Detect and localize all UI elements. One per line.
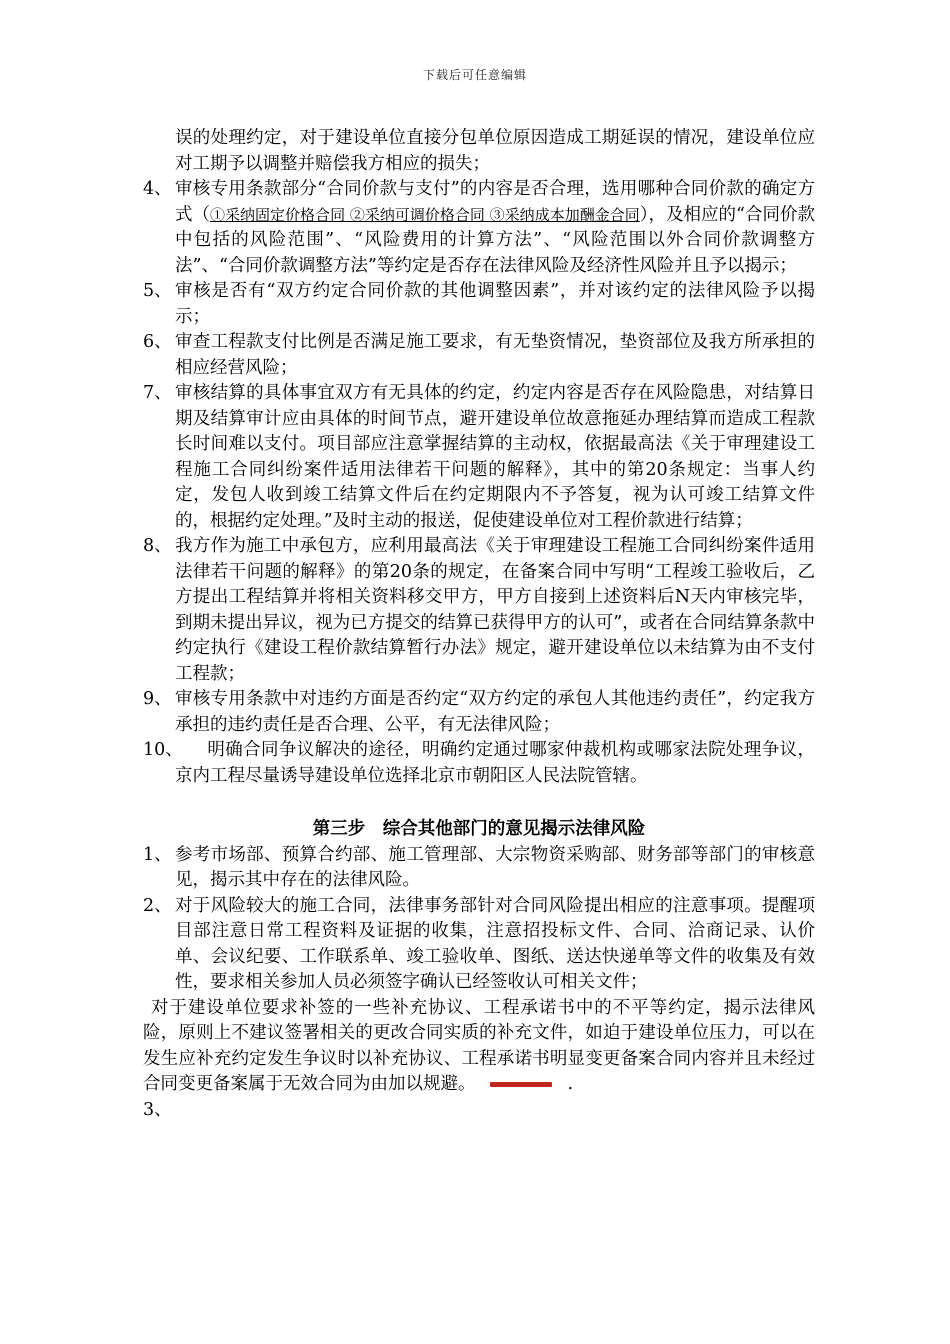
item-text-post: ），及相应的“合同价款中包括的风险范围”、“风险费用的计算方法”、“风险范围以外合同价款调整方法”、“合同价款调整方法”等约定是否存在法律风险及经济性风险并且予以揭示； [175,204,815,276]
item-text: 审核是否有“双方约定合同价款的其他调整因素”，并对该约定的法律风险予以揭示； [175,281,815,327]
item-number: 1、 [143,844,172,865]
section-heading: 第三步 综合其他部门的意见揭示法律风险 [312,819,646,839]
underlined-options: ①采纳固定价格合同 ②采纳可调价格合同 ③采纳成本加酬金合同 [210,205,640,224]
item-number: 5、 [143,281,172,301]
continuation-text: 误的处理约定，对于建设单位直接分包单位原因造成工期延误的情况，建设单位应对工期予以调整并赔偿我方相应的损失； [175,128,815,174]
document-body [143,126,815,1123]
item-text: 审查工程款支付比例是否满足施工要求，有无垫资情况，垫资部位及我方所承担的相应经营风险； [175,332,815,378]
item-text [175,177,815,279]
body-paragraph [143,996,815,1098]
red-mark [490,1082,552,1087]
list-item-b1 [143,843,815,894]
item-text-pre: 审核专用条款部分“合同价款与支付”的内容是否合理，选用哪种合同价款的确定方式（ [175,179,815,225]
item-number: 10、 [143,740,183,760]
item-text: 我方作为施工中承包方，应利用最高法《关于审理建设工程施工合同纠纷案件适用法律若干问题的解释》的第20条的规定，在备案合同中写明“工程竣工验收后，乙方提出工程结算并将相关资料移交甲方，甲方自接到上述资料后N天内审核完毕，到期未提出异议，视为已方提交的结算已获得甲方的认可”，或者在合同结算条款中约定执行《建设工程价款结算暂行办法》规定，避开建设单位以未结算为由不支付工程款； [175,536,815,684]
item-text-body: 明确合同争议解决的途径，明确约定通过哪家仲裁机构或哪家法院处理争议，京内工程尽量诱导建设单位选择北京市朝阳区人民法院管辖。 [175,740,815,786]
paragraph-end: . [567,1074,574,1094]
list-item-b2 [143,894,815,996]
list-item-8 [143,534,815,687]
list-item-10 [143,738,815,789]
item-text: 审核结算的具体事宜双方有无具体的约定，约定内容是否存在风险隐患，对结算日期及结算审计应由具体的时间节点，避开建设单位故意拖延办理结算而造成工程款长时间难以支付。项目部应注意掌握结算的主动权，依据最高法《关于审理建设工程施工合同纠纷案件适用法律若干问题的解释》，其中的第20条规定：当事人约定，发包人收到竣工结算文件后在约定期限内不予答复，视为认可竣工结算文件的，根据约定处理。”及时主动的报送，促使建设单位对工程价款进行结算； [175,383,815,531]
item-number: 8、 [143,536,172,556]
item-text: 参考市场部、预算合约部、施工管理部、大宗物资采购部、财务部等部门的审核意见，揭示其中存在的法律风险。 [175,844,815,890]
list-item-4 [143,177,815,279]
item-number: 4、 [143,179,172,199]
item-number: 2、 [143,895,172,916]
list-item-5 [143,279,815,330]
paragraph-text: 对于建设单位要求补签的一些补充协议、工程承诺书中的不平等约定，揭示法律风险，原则上不建议签署相关的更改合同实质的补充文件，如迫于建设单位压力，可以在发生应补充约定发生争议时以补充协议、工程承诺书明显变更备案合同内容并且未经过合同变更备案属于无效合同为由加以规避。 [143,997,815,1094]
list-item-9 [143,687,815,738]
item-number: 9、 [143,689,172,709]
item-number: 7、 [143,383,172,403]
item-text: 对于风险较大的施工合同，法律事务部针对合同风险提出相应的注意事项。提醒项目部注意日常工程资料及证据的收集，注意招投标文件、合同、洽商记录、认价单、会议纪要、工作联系单、竣工验收单、图纸、送达快递单等文件的收集及有效性，要求相关参加人员必须签字确认已经签收认可相关文件； [175,895,815,992]
item-number: 6、 [143,332,172,352]
item-text [175,738,815,789]
list-item-6 [143,330,815,381]
list-item-7 [143,381,815,534]
list-item-b3-number: 3、 [143,1099,172,1120]
page-header: 下载后可任意编辑 [422,68,527,82]
item-text: 审核专用条款中对违约方面是否约定“双方约定的承包人其他违约责任”，约定我方承担的违约责任是否合理、公平，有无法律风险； [175,689,815,735]
